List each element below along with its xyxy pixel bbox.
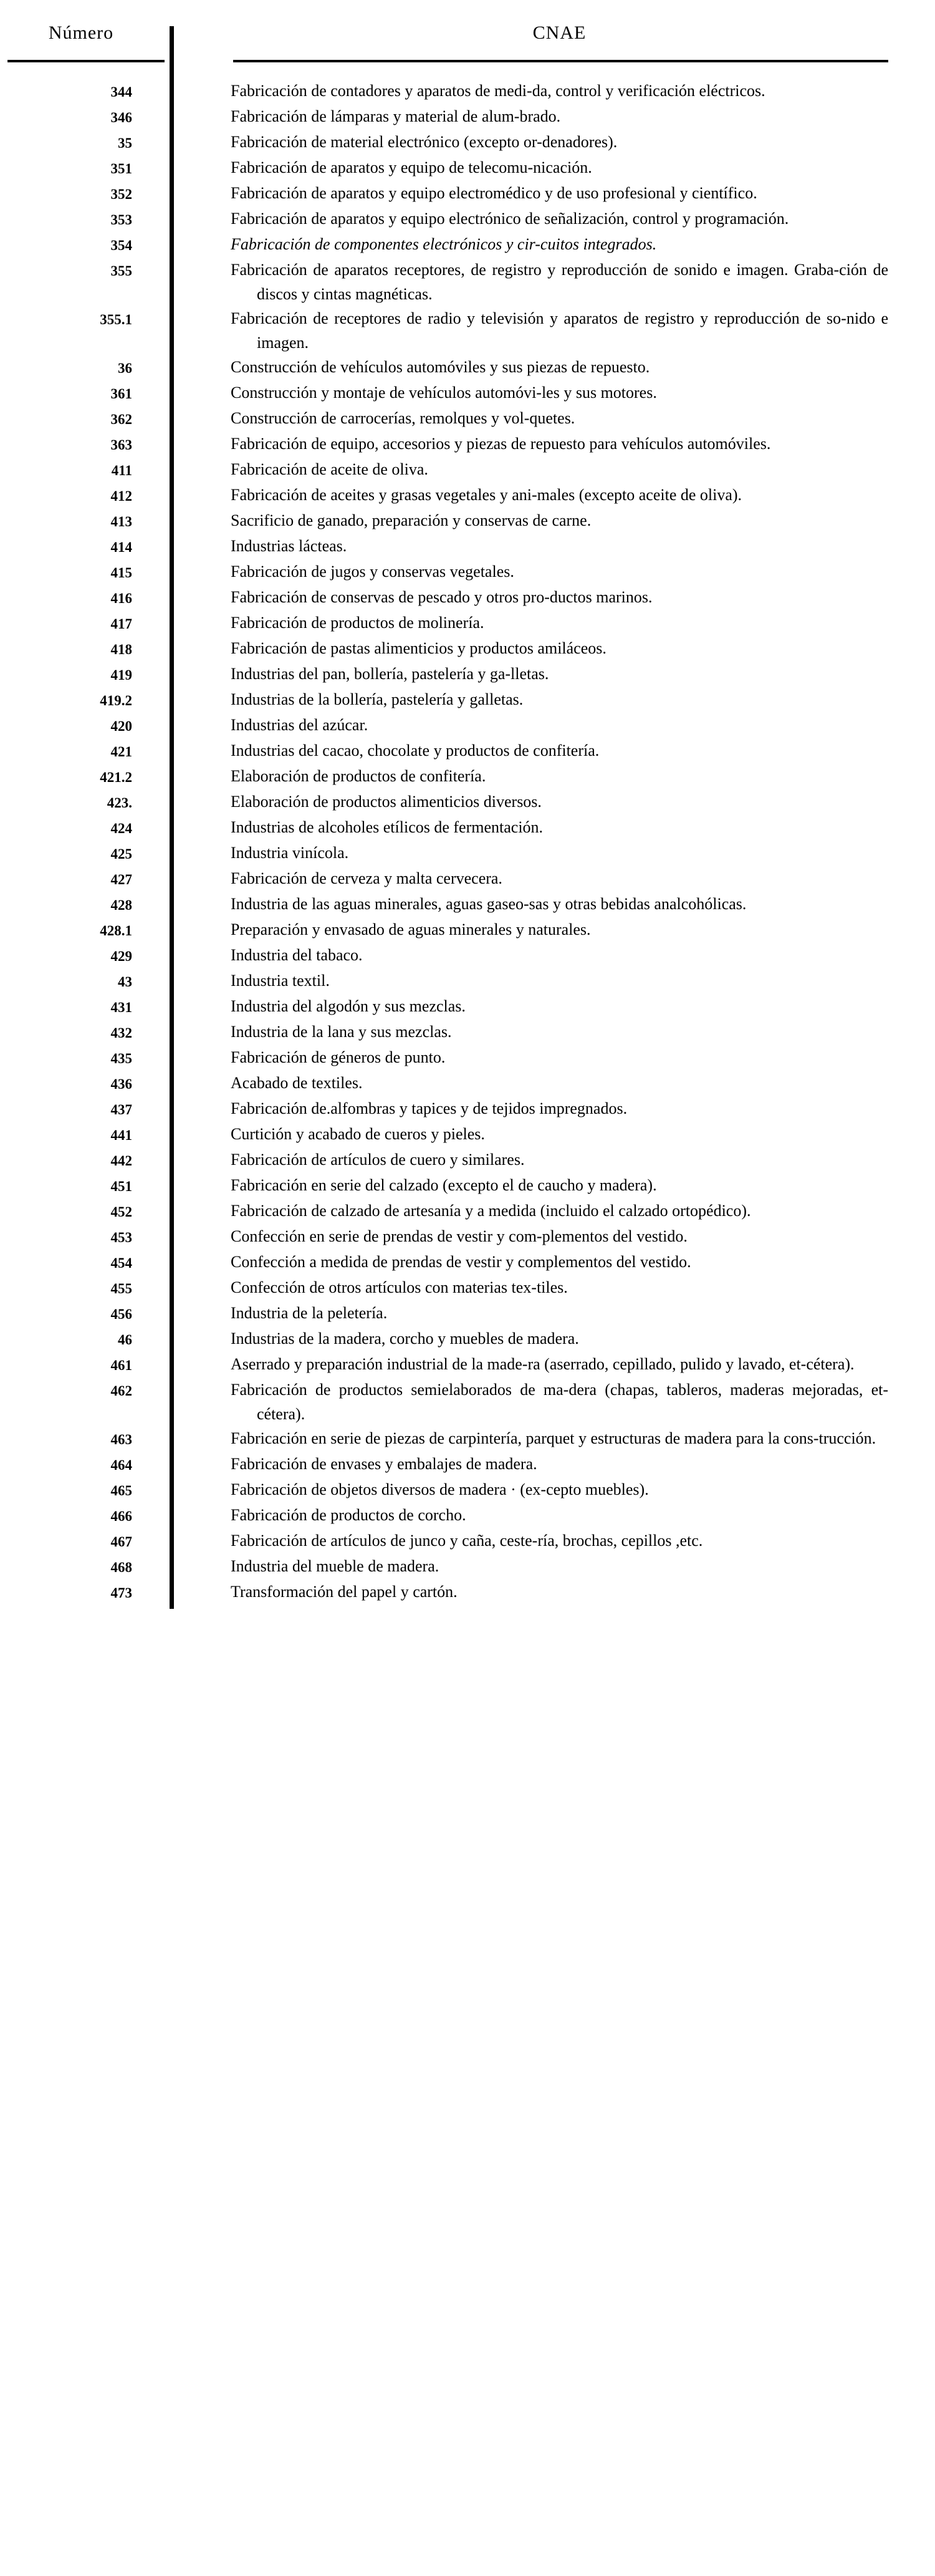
table-row [0,943,935,968]
cnae-code: 344 [110,84,132,100]
cnae-description: Fabricación de aceites y grasas vegetales y ani-males (excepto aceite de oliva). [231,486,742,504]
cnae-description: Confección a medida de prendas de vestir y complementos del vestido. [231,1253,691,1271]
table-row [0,662,935,687]
table-body [0,79,935,1605]
cnae-code: 437 [110,1102,132,1117]
cnae-description: Confección de otros artículos con materias tex-tiles. [231,1278,568,1296]
header-rule-right [233,60,888,62]
cnae-description: Industria de las aguas minerales, aguas gaseo-sas y otras bebidas analcohólicas. [231,895,747,913]
table-row [0,1071,935,1096]
cnae-description: Industria vinícola. [231,844,349,862]
table-row [0,1426,935,1452]
cnae-code: 355.1 [100,312,132,327]
cnae-description: Fabricación de productos semielaborados de ma-dera (chapas, tableros, maderas mejoradas, et-cétera). [231,1381,888,1423]
table-row [0,1326,935,1352]
cnae-description: Transformación del papel y cartón. [231,1583,458,1601]
cnae-code: 436 [110,1076,132,1092]
cnae-code: 421 [110,744,132,760]
table-row [0,155,935,181]
cnae-code: 465 [110,1483,132,1498]
cnae-description: Fabricación de contadores y aparatos de medi-da, control y verificación eléctricos. [231,82,765,100]
cnae-code: 418 [110,642,132,657]
cnae-description: Elaboración de productos de confitería. [231,767,486,785]
cnae-code: 432 [110,1025,132,1041]
table-row [0,789,935,815]
cnae-code: 351 [110,161,132,176]
table-row [0,1020,935,1045]
cnae-code: 411 [111,463,132,478]
cnae-code: 463 [110,1432,132,1447]
table-row [0,1377,935,1426]
table-row [0,432,935,457]
table-row [0,1580,935,1605]
table-row [0,206,935,232]
cnae-description: Aserrado y preparación industrial de la made-ra (aserrado, cepillado, pulido y lavado, et-cétera). [231,1355,855,1373]
cnae-code: 461 [110,1358,132,1373]
cnae-code: 362 [110,412,132,427]
cnae-description: Fabricación de pastas alimenticios y productos amiláceos. [231,639,607,657]
cnae-code: 413 [110,514,132,529]
cnae-code: 431 [110,1000,132,1015]
cnae-code: 417 [110,616,132,632]
table-row [0,636,935,662]
cnae-description: Industrias del pan, bollería, pastelería y ga-lletas. [231,665,549,683]
cnae-code: 451 [110,1179,132,1194]
cnae-code: 421.2 [100,769,132,785]
table-row [0,892,935,917]
cnae-code: 36 [118,360,132,376]
header-rule-left [7,60,165,62]
table-row [0,355,935,380]
cnae-description: Construcción de carrocerías, remolques y vol-quetes. [231,409,575,427]
table-row [0,1122,935,1147]
table-row [0,866,935,892]
cnae-code: 441 [110,1127,132,1143]
cnae-code: 46 [118,1332,132,1348]
cnae-code: 462 [110,1383,132,1399]
cnae-code: 424 [110,821,132,836]
cnae-description: Industria textil. [231,972,330,990]
table-header [0,0,935,70]
table-row [0,1275,935,1301]
table-row [0,1352,935,1377]
table-row [0,1045,935,1071]
table-row [0,232,935,258]
table-row [0,1199,935,1224]
table-row [0,917,935,943]
cnae-description: Fabricación de aparatos y equipo electromédico y de uso profesional y científico. [231,184,757,202]
cnae-code: 423. [107,795,132,811]
table-row [0,1224,935,1250]
cnae-description: Fabricación de lámparas y material de alum-brado. [231,107,561,125]
cnae-description: Fabricación de envases y embalajes de madera. [231,1455,537,1473]
column-header-numero: Número [48,22,114,43]
cnae-description: Fabricación de conservas de pescado y otros pro-ductos marinos. [231,588,653,606]
cnae-description: Fabricación de géneros de punto. [231,1048,446,1066]
column-header-cnae: CNAE [532,22,587,43]
cnae-description: Fabricación de aparatos y equipo electrónico de señalización, control y programación. [231,210,789,228]
cnae-code: 473 [110,1585,132,1601]
cnae-description: Industrias lácteas. [231,537,347,555]
cnae-code: 453 [110,1230,132,1245]
cnae-description: Fabricación de receptores de radio y televisión y aparatos de registro y reproducción de so-nido e imagen. [231,309,888,352]
cnae-code: 428 [110,897,132,913]
table-row [0,610,935,636]
cnae-code: 419.2 [100,693,132,708]
cnae-description: Industrias del azúcar. [231,716,368,734]
table-row [0,968,935,994]
cnae-description: Construcción de vehículos automóviles y sus piezas de repuesto. [231,358,650,376]
cnae-description: Fabricación de productos de corcho. [231,1506,466,1524]
table-row [0,534,935,559]
cnae-description: Construcción y montaje de vehículos automóvi-les y sus motores. [231,384,657,402]
cnae-description: Industria de la peletería. [231,1304,388,1322]
cnae-code: 425 [110,846,132,862]
cnae-description: Curtición y acabado de cueros y pieles. [231,1125,485,1143]
cnae-code: 455 [110,1281,132,1296]
cnae-description: Fabricación en serie del calzado (excepto el de caucho y madera). [231,1176,657,1194]
cnae-description: Fabricación de calzado de artesanía y a medida (incluido el calzado ortopédico). [231,1202,751,1220]
cnae-code: 442 [110,1153,132,1169]
cnae-description: Industrias de la bollería, pastelería y galletas. [231,690,524,708]
cnae-description: Confección en serie de prendas de vestir y com-plementos del vestido. [231,1227,688,1245]
cnae-code: 416 [110,591,132,606]
cnae-code: 466 [110,1508,132,1524]
cnae-description: Fabricación en serie de piezas de carpintería, parquet y estructuras de madera para la cons-trucción. [231,1429,876,1447]
cnae-description: Fabricación de jugos y conservas vegetales. [231,562,514,581]
table-row [0,841,935,866]
cnae-description: Fabricación de aparatos receptores, de registro y reproducción de sonido e imagen. Graba-ción de discos y cintas magnéticas. [231,261,888,303]
cnae-description: Fabricación de artículos de junco y caña, ceste-ría, brochas, cepillos ,etc. [231,1532,703,1550]
cnae-description: Acabado de textiles. [231,1074,363,1092]
cnae-code: 428.1 [100,923,132,938]
cnae-description: Fabricación de material electrónico (excepto or-denadores). [231,133,618,151]
cnae-code: 355 [110,263,132,279]
cnae-description: Sacrificio de ganado, preparación y conservas de carne. [231,511,592,529]
cnae-code: 363 [110,437,132,453]
table-row [0,585,935,610]
table-row [0,1554,935,1580]
cnae-code: 414 [110,539,132,555]
cnae-description: Fabricación de objetos diversos de madera · (ex-cepto muebles). [231,1480,649,1498]
table-row [0,406,935,432]
table-row [0,130,935,155]
cnae-description: Fabricación de aceite de oliva. [231,460,428,478]
table-row [0,79,935,104]
cnae-description: Fabricación de productos de molinería. [231,614,484,632]
cnae-code: 415 [110,565,132,581]
table-row [0,1452,935,1477]
table-row [0,306,935,355]
table-row [0,1301,935,1326]
table-row [0,1096,935,1122]
cnae-description: Fabricación de equipo, accesorios y piezas de repuesto para vehículos automóviles. [231,435,771,453]
cnae-description: Industrias de alcoholes etílicos de fermentación. [231,818,544,836]
table-row [0,1173,935,1199]
cnae-code: 43 [118,974,132,990]
cnae-code: 352 [110,186,132,202]
cnae-description: Fabricación de cerveza y malta cervecera. [231,869,502,887]
cnae-code: 412 [110,488,132,504]
cnae-code: 429 [110,948,132,964]
table-row [0,1477,935,1503]
cnae-code: 435 [110,1051,132,1066]
table-row [0,559,935,585]
cnae-code: 346 [110,110,132,125]
cnae-description: Fabricación de.alfombras y tapices y de tejidos impregnados. [231,1099,628,1117]
cnae-code: 353 [110,212,132,228]
table-row [0,380,935,406]
cnae-code: 420 [110,718,132,734]
table-row [0,104,935,130]
table-row [0,1528,935,1554]
cnae-code: 452 [110,1204,132,1220]
cnae-description: Industria del tabaco. [231,946,363,964]
cnae-code: 35 [118,135,132,151]
table-row [0,815,935,841]
table-row [0,1147,935,1173]
cnae-code: 468 [110,1560,132,1575]
table-row [0,258,935,306]
cnae-code: 361 [110,386,132,402]
cnae-code: 454 [110,1255,132,1271]
cnae-description: Industrias de la madera, corcho y muebles de madera. [231,1329,579,1348]
table-row [0,764,935,789]
cnae-code: 464 [110,1457,132,1473]
cnae-description: Elaboración de productos alimenticios diversos. [231,793,542,811]
cnae-description: Preparación y envasado de aguas minerales y naturales. [231,920,591,938]
cnae-description: Industria de la lana y sus mezclas. [231,1023,452,1041]
cnae-description: Fabricación de artículos de cuero y similares. [231,1151,525,1169]
cnae-description: Fabricación de aparatos y equipo de telecomu-nicación. [231,158,592,176]
cnae-code: 354 [110,238,132,253]
table-row [0,738,935,764]
cnae-description: Fabricación de componentes electrónicos y cir-cuitos integrados. [231,235,657,253]
cnae-code: 427 [110,872,132,887]
table-row [0,713,935,738]
table-row [0,508,935,534]
table-row [0,1503,935,1528]
cnae-description: Industrias del cacao, chocolate y productos de confitería. [231,741,600,760]
cnae-code: 419 [110,667,132,683]
table-row [0,483,935,508]
cnae-description: Industria del mueble de madera. [231,1557,439,1575]
cnae-code: 467 [110,1534,132,1550]
table-row [0,687,935,713]
table-row [0,457,935,483]
table-row [0,994,935,1020]
table-row [0,1250,935,1275]
table-row [0,181,935,206]
cnae-description: Industria del algodón y sus mezclas. [231,997,466,1015]
cnae-code: 456 [110,1306,132,1322]
